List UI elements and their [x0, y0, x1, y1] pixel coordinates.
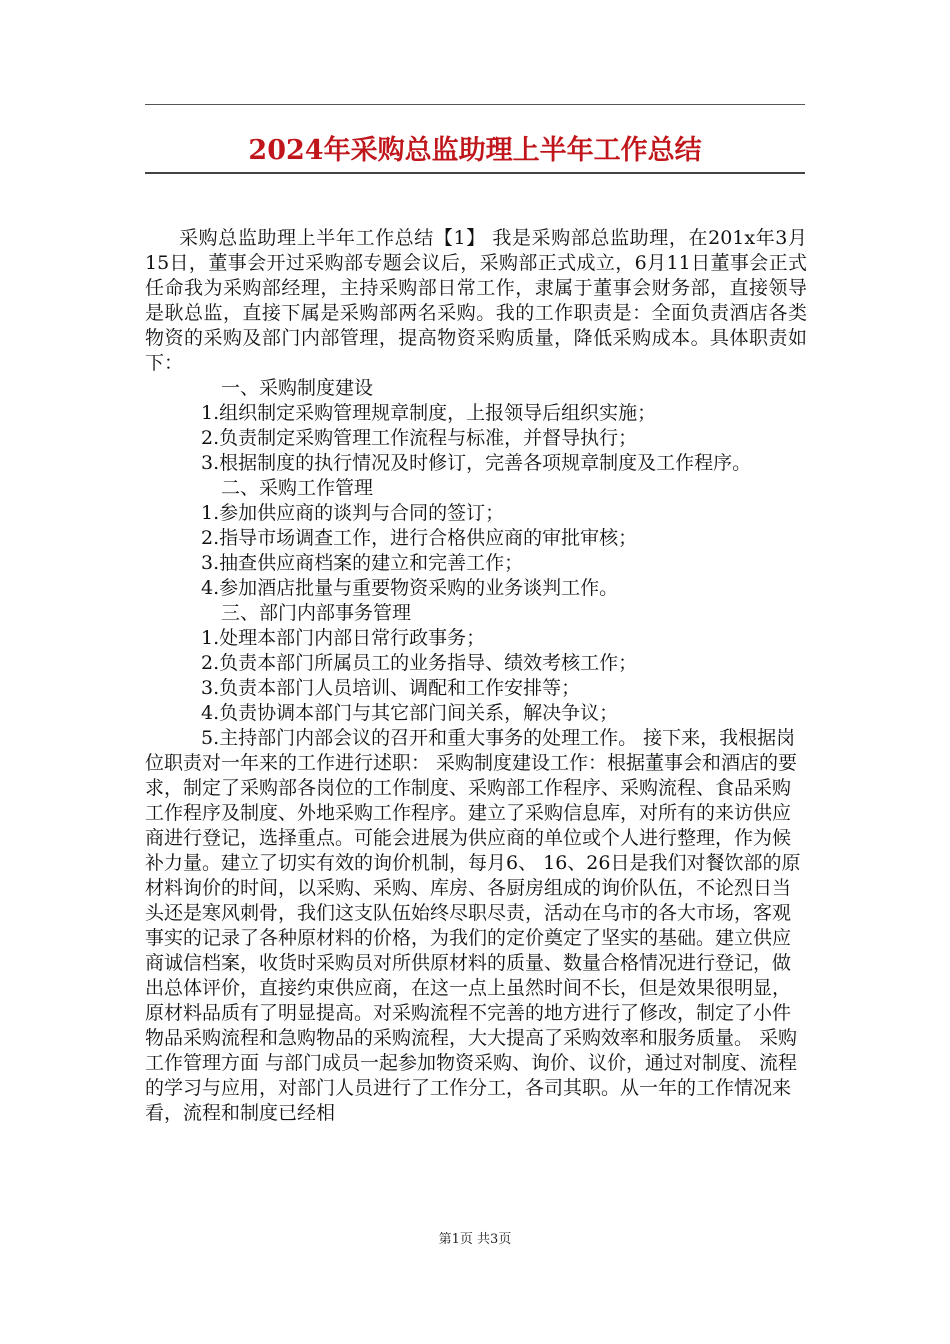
document-title: 2024年采购总监助理上半年工作总结 — [248, 135, 702, 166]
intro-paragraph: 采购总监助理上半年工作总结【1】 我是采购部总监助理，在201x年3月15日，董事会开过采购部专题会议后，采购部正式成立，6月11日董事会正式任命我为采购部经理，主持采购部日常工作，隶属于董事会财务部，直接领导是耿总监，直接下属是采购部两名采购。我的工作职责是：全面负责酒店各类物资的采购及部门内部管理，提高物资采购质量，降低采购成本。具体职责如下： — [145, 227, 807, 374]
list-item: 1.参加供应商的谈判与合同的签订； — [201, 502, 505, 524]
header-rule-bottom — [145, 172, 805, 174]
section-heading: 三、部门内部事务管理 — [221, 602, 412, 624]
list-item: 2.负责制定采购管理工作流程与标准，并督导执行； — [201, 427, 638, 449]
list-item: 1.处理本部门内部日常行政事务； — [201, 627, 486, 649]
list-item: 4.参加酒店批量与重要物资采购的业务谈判工作。 — [201, 577, 619, 599]
header-rule-top — [145, 104, 805, 105]
list-item: 3.根据制度的执行情况及时修订，完善各项规章制度及工作程序。 — [201, 452, 752, 474]
list-item: 4.负责协调本部门与其它部门间关系，解决争议； — [201, 702, 619, 724]
list-item: 3.抽查供应商档案的建立和完善工作； — [201, 552, 524, 574]
document-body — [145, 226, 807, 1126]
section-heading: 二、采购工作管理 — [221, 477, 374, 499]
page-footer: 第1页 共3页 — [438, 1232, 512, 1247]
list-item: 5.主持部门内部会议的召开和重大事务的处理工作。 接下来，我根据岗位职责对一年来的工作进行述职： 采购制度建设工作：根据董事会和酒店的要求，制定了采购部各岗位的工作制度、采购部工作程序、采购流程、食品采购工作程序及制度、外地采购工作程序。建立了采购信息库，对所有的来访供应商进行登记，选择重点。可能会进展为供应商的单位或个人进行整理，作为候补力量。建立了切实有效的询价机制，每月6、 16、26日是我们对餐饮部的原材料询价的时间，以采购、采购、库房、各厨房组成的询价队伍，不论烈日当头还是寒风刺骨，我们这支队伍始终尽职尽责，活动在乌市的各大市场，客观事实的记录了各种原材料的价格，为我们的定价奠定了坚实的基础。建立供应商诚信档案，收货时采购员对所供原材料的质量、数量合格情况进行登记，做出总体评价，直接约束供应商，在这一点上虽然时间不长，但是效果很明显，原材料品质有了明显提高。对采购流程不完善的地方进行了修改，制定了小件物品采购流程和急购物品的采购流程，大大提高了采购效率和服务质量。 采购工作管理方面 与部门成员一起参加物资采购、询价、议价，通过对制度、流程的学习与应用，对部门人员进行了工作分工，各司其职。从一年的工作情况来看，流程和制度已经相 — [145, 727, 801, 1124]
list-item: 2.负责本部门所属员工的业务指导、绩效考核工作； — [201, 652, 638, 674]
list-item: 1.组织制定采购管理规章制度，上报领导后组织实施； — [201, 402, 657, 424]
list-item: 3.负责本部门人员培训、调配和工作安排等； — [201, 677, 581, 699]
section-heading: 一、采购制度建设 — [221, 377, 374, 399]
list-item: 2.指导市场调查工作，进行合格供应商的审批审核； — [201, 527, 638, 549]
